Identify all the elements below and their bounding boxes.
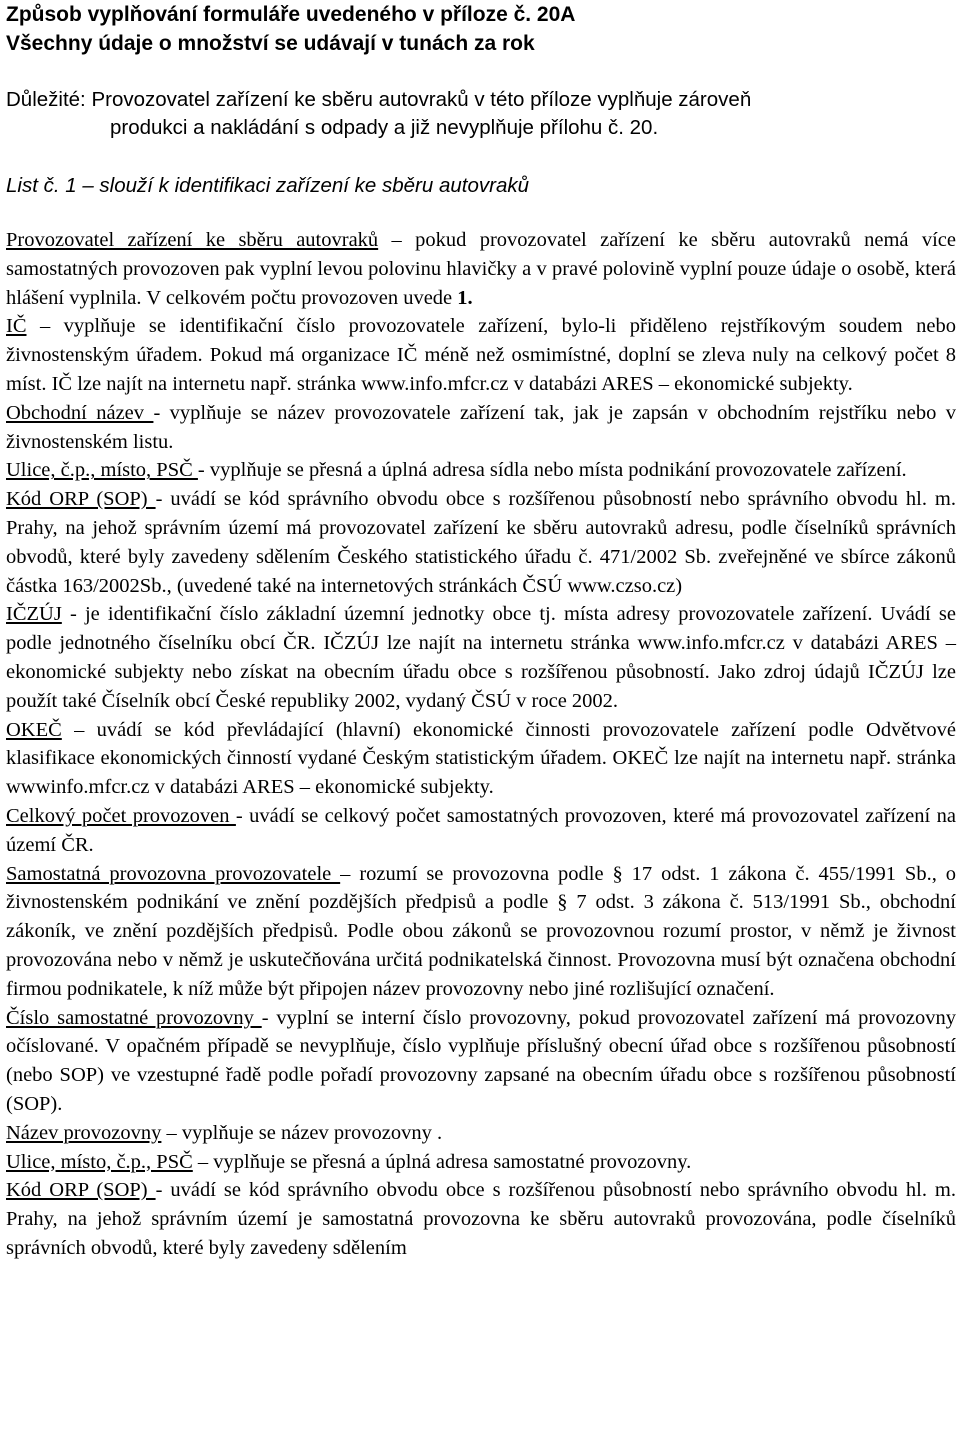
paragraph-ic bbox=[6, 312, 956, 398]
paragraph-text: - uvádí se kód správního obvodu obce s rozšířenou působností nebo správního obvodu hl. m. Prahy, na jehož správním území je samostatná provozovna ke sběru autovraků provozována, podle číselníků správních obvodů, které byly zavedeny sdělením bbox=[6, 1179, 956, 1259]
paragraph-iczuj bbox=[6, 600, 956, 715]
paragraph-text: - je identifikační číslo základní územní jednotky obce tj. místa adresy provozovatele zařízení. Uvádí se podle jednotného číselníku obcí ČR. IČZÚJ lze najít na internetu stránka www.info.mfcr.cz v databázi ARES – ekonomické subjekty nebo získat na obecním úřadu obce s rozšířenou působností. Jako zdroj údajů IČZÚJ lze použít také Číselník obcí České republiky 2002, vydaný ČSÚ v roce 2002. bbox=[6, 603, 956, 712]
paragraph-text: - vyplní se interní číslo provozovny, pokud provozovatel zařízení má provozovny očíslované. V opačném případě se nevyplňuje, číslo vyplňuje příslušný obecní úřad obce s rozšířenou působností (nebo SOP) ve vzestupné řadě podle pořadí provozovny zapsané na obecním úřadu obce s rozšířenou působností (SOP). bbox=[6, 1006, 957, 1115]
term: OKEČ bbox=[6, 718, 62, 741]
term: Celkový počet provozoven bbox=[6, 804, 236, 827]
paragraph-text: - vyplňuje se přesná a úplná adresa sídla nebo místa podnikání provozovatele zařízení. bbox=[197, 459, 907, 482]
paragraph-ulice bbox=[6, 456, 956, 485]
term: IČ bbox=[6, 315, 27, 338]
term: Samostatná provozovna provozovatele bbox=[6, 862, 341, 885]
term: IČZÚJ bbox=[6, 603, 62, 626]
bold-value: 1. bbox=[457, 286, 473, 309]
paragraph-text: - uvádí se kód správního obvodu obce s rozšířenou působností nebo správního obvodu hl. m. Prahy, na jehož správním území má provozovatel zařízení ke sběru autovraků adresu, podle číselníků správních obvodů, které byly zavedeny sdělením Českého statistického úřadu č. 471/2002 Sb. zveřejněné ve sbírce zákonů částka 163/2002Sb., (uvedené také na internetových stránkách ČSÚ www.czso.cz) bbox=[6, 488, 956, 597]
paragraph-kod-orp-provozovny bbox=[6, 1176, 956, 1262]
paragraph-nazev-provozovny bbox=[6, 1119, 956, 1148]
important-note-line1: Důležité: Provozovatel zařízení ke sběru autovraků v této příloze vyplňuje zároveň bbox=[6, 88, 752, 111]
paragraph-samostatna-provozovna bbox=[6, 860, 956, 1004]
paragraph-ulice-provozovny bbox=[6, 1148, 956, 1177]
paragraph-okec bbox=[6, 716, 956, 802]
important-note bbox=[6, 86, 956, 142]
paragraph-text: – vyplňuje se identifikační číslo provozovatele zařízení, bylo-li přiděleno rejstříkovým soudem nebo živnostenským úřadem. Pokud má organizace IČ méně než osmimístné, doplní se zleva nuly na celkový počet 8 míst. IČ lze najít na internetu např. stránka www.info.mfcr.cz v databázi ARES – ekonomické subjekty. bbox=[6, 315, 956, 395]
term: Kód ORP (SOP) bbox=[6, 488, 156, 511]
paragraph-text: – pokud provozovatel zařízení ke sběru autovraků nemá více samostatných provozoven pak vyplní levou polovinu hlavičky a v pravé polovině vyplní pouze údaje o osobě, která hlášení vyplnila. V celkovém počtu provozoven uvede bbox=[6, 229, 956, 309]
paragraph-text: – vyplňuje se název provozovny . bbox=[161, 1121, 443, 1144]
term: Kód ORP (SOP) bbox=[6, 1179, 156, 1202]
term: Název provozovny bbox=[6, 1121, 162, 1144]
term: Ulice, č.p., místo, PSČ bbox=[6, 459, 198, 482]
paragraph-cislo-provozovny bbox=[6, 1004, 956, 1119]
term: Číslo samostatné provozovny bbox=[6, 1006, 262, 1029]
term: Obchodní název bbox=[6, 401, 154, 424]
term: Provozovatel zařízení ke sběru autovraků bbox=[6, 229, 379, 251]
paragraph-provozovatel bbox=[6, 226, 956, 312]
document-title: Způsob vyplňování formuláře uvedeného v příloze č. 20A bbox=[6, 3, 576, 26]
term: Ulice, místo, č.p., PSČ bbox=[6, 1150, 193, 1173]
document-body bbox=[6, 226, 956, 1263]
paragraph-text: – vyplňuje se přesná a úplná adresa samostatné provozovny. bbox=[192, 1150, 692, 1173]
paragraph-text: – rozumí se provozovna podle § 17 odst. 1 zákona č. 455/1991 Sb., o živnostenském podnikání ve znění pozdějších předpisů a podle § 7 odst. 3 zákona č. 513/1991 Sb., obchodní zákoník, ve znění pozdějších předpisů. Podle obou zákonů se provozovnou rozumí prostor, v němž je živnost provozována nebo v němž je uskutečňována určitá podnikatelská činnost. Provozovna musí být označena obchodní firmou podnikatele, k níž může být připojen název provozovny nebo jiné rozlišující označení. bbox=[6, 862, 956, 1000]
paragraph-text: - vyplňuje se název provozovatele zařízení tak, jak je zapsán v obchodním rejstříku nebo v živnostenském listu. bbox=[6, 401, 956, 453]
paragraph-kod-orp bbox=[6, 485, 956, 600]
important-note-line2: produkci a nakládání s odpady a již nevyplňuje přílohu č. 20. bbox=[110, 116, 659, 139]
paragraph-text: - uvádí se celkový počet samostatných provozoven, které má provozovatel zařízení na území ČR. bbox=[6, 804, 956, 856]
list-heading: List č. 1 – slouží k identifikaci zařízení ke sběru autovraků bbox=[6, 174, 530, 197]
paragraph-text: – uvádí se kód převládající (hlavní) ekonomické činnosti provozovatele zařízení podle Odvětvové klasifikace ekonomických činností vydané Českým statistickým úřadem. OKEČ lze najít na internetu např. stránka wwwinfo.mfcr.cz v databázi ARES – ekonomické subjekty. bbox=[6, 718, 956, 799]
paragraph-celkovy-pocet bbox=[6, 802, 956, 860]
document-subtitle: Všechny údaje o množství se udávají v tunách za rok bbox=[6, 32, 535, 55]
paragraph-obchodni-nazev bbox=[6, 399, 956, 457]
